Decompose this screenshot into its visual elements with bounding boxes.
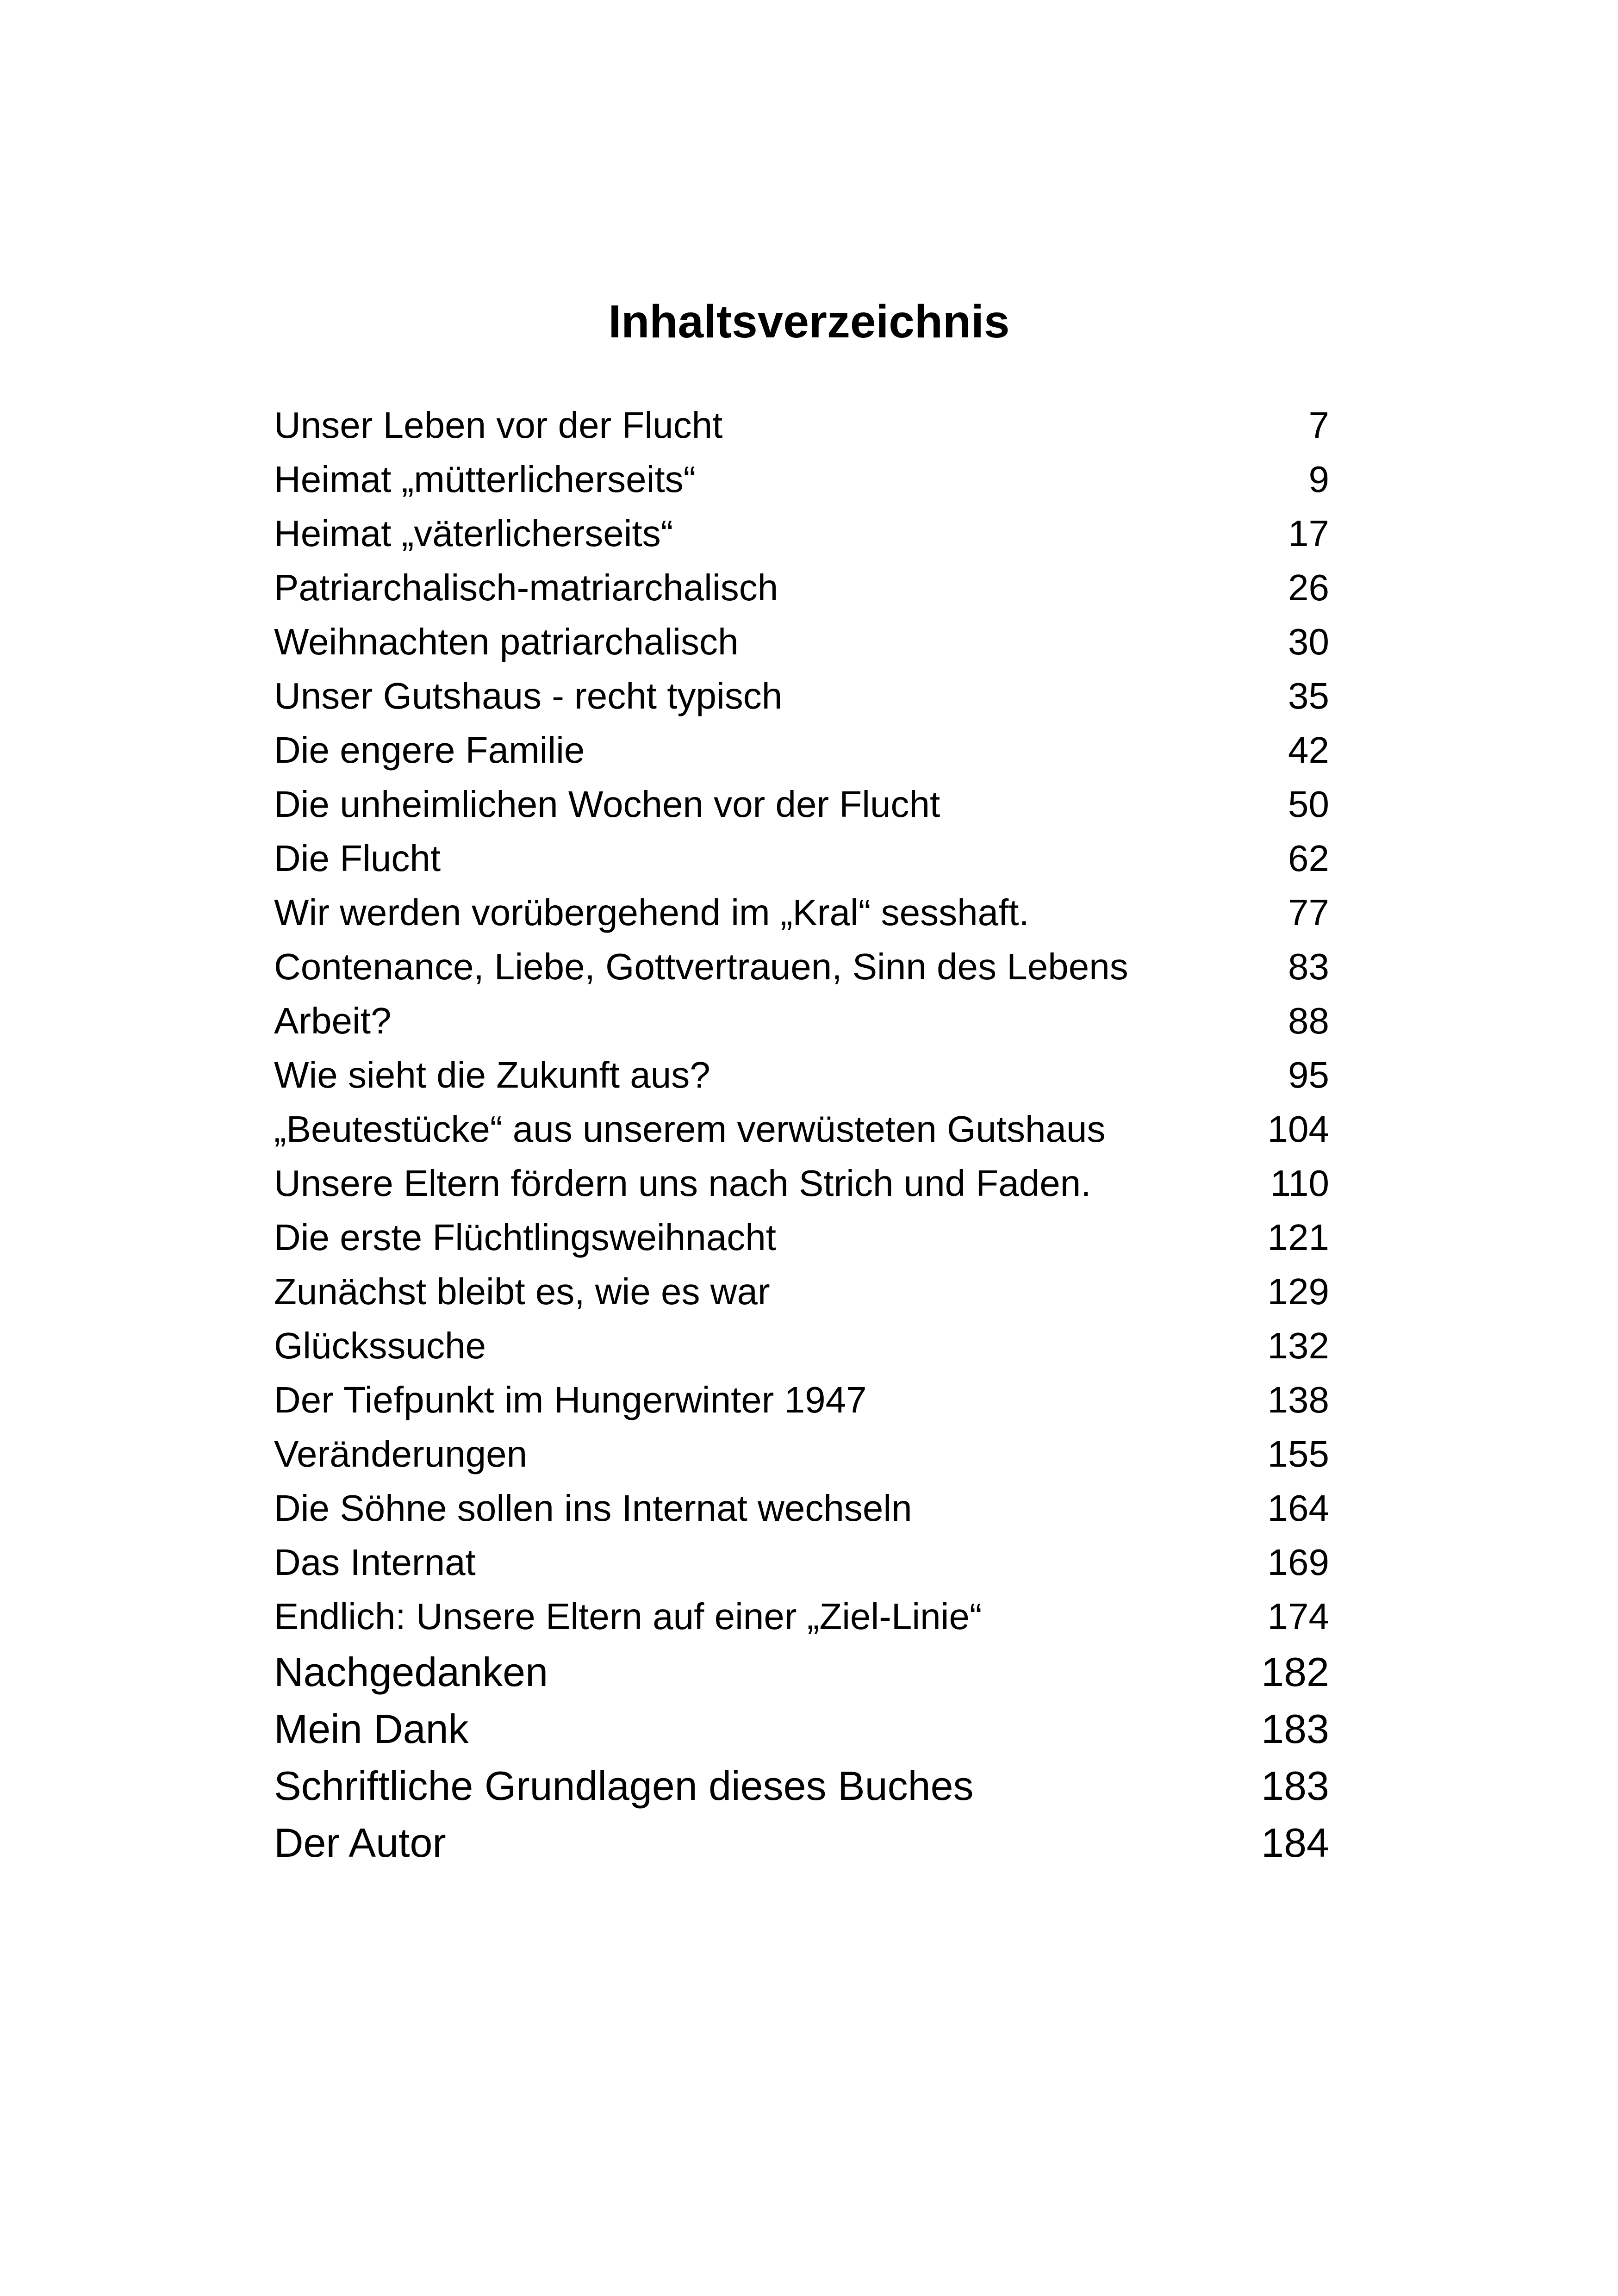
toc-entry-title: Arbeit? xyxy=(274,1000,392,1041)
toc-entry-page: 129 xyxy=(1267,1271,1329,1312)
toc-entry xyxy=(274,1427,1329,1481)
toc-entry xyxy=(274,1700,1329,1757)
toc-entry xyxy=(274,994,1329,1048)
toc-entry-title: Glückssuche xyxy=(274,1325,486,1366)
toc-entry-page: 184 xyxy=(1261,1820,1329,1866)
toc-entry-title: Veränderungen xyxy=(274,1433,528,1475)
toc-entry-page: 17 xyxy=(1288,513,1329,554)
toc-entry-title: Heimat „mütterlicherseits“ xyxy=(274,459,696,500)
toc-entry-title: Weihnachten patriarchalisch xyxy=(274,621,739,662)
toc-entry xyxy=(274,615,1329,669)
table-of-contents xyxy=(274,398,1329,1871)
toc-entry-page: 88 xyxy=(1288,1000,1329,1041)
toc-entry-page: 30 xyxy=(1288,621,1329,662)
toc-entry-title: Die unheimlichen Wochen vor der Flucht xyxy=(274,784,940,825)
toc-entry-title: Patriarchalisch-matriarchalisch xyxy=(274,567,778,608)
toc-entry-title: Die Flucht xyxy=(274,838,441,879)
toc-entry xyxy=(274,1156,1329,1210)
toc-entry-title: Der Autor xyxy=(274,1820,446,1866)
toc-entry xyxy=(274,831,1329,885)
toc-entry-title: „Beutestücke“ aus unserem verwüsteten Gutshaus xyxy=(274,1108,1106,1150)
toc-entry xyxy=(274,777,1329,831)
toc-entry-page: 182 xyxy=(1261,1649,1329,1695)
toc-entry-page: 138 xyxy=(1267,1379,1329,1420)
toc-entry-title: Unser Gutshaus - recht typisch xyxy=(274,675,783,716)
page-title: Inhaltsverzeichnis xyxy=(608,296,1010,348)
toc-entry xyxy=(274,1048,1329,1102)
toc-entry-title: Endlich: Unsere Eltern auf einer „Ziel-Linie“ xyxy=(274,1596,982,1637)
toc-entry xyxy=(274,1643,1329,1700)
toc-entry-title: Zunächst bleibt es, wie es war xyxy=(274,1271,770,1312)
toc-entry-title: Mein Dank xyxy=(274,1706,469,1752)
toc-entry-page: 95 xyxy=(1288,1054,1329,1095)
toc-entry-page: 7 xyxy=(1308,404,1329,446)
toc-entry-page: 50 xyxy=(1288,784,1329,825)
toc-entry xyxy=(274,885,1329,940)
toc-entry xyxy=(274,1757,1329,1814)
toc-entry-title: Unsere Eltern fördern uns nach Strich und Faden. xyxy=(274,1163,1091,1204)
toc-entry-title: Wir werden vorübergehend im „Kral“ sesshaft. xyxy=(274,892,1029,933)
toc-entry-title: Die Söhne sollen ins Internat wechseln xyxy=(274,1487,912,1529)
toc-entry xyxy=(274,1264,1329,1319)
toc-entry-page: 42 xyxy=(1288,729,1329,771)
toc-entry-page: 155 xyxy=(1267,1433,1329,1475)
toc-entry xyxy=(274,723,1329,777)
toc-entry xyxy=(274,1373,1329,1427)
toc-entry xyxy=(274,669,1329,723)
toc-entry-page: 77 xyxy=(1288,892,1329,933)
toc-entry xyxy=(274,506,1329,560)
toc-entry-page: 9 xyxy=(1308,459,1329,500)
toc-entry xyxy=(274,1210,1329,1264)
toc-entry-title: Contenance, Liebe, Gottvertrauen, Sinn des Lebens xyxy=(274,946,1128,987)
toc-entry-page: 83 xyxy=(1288,946,1329,987)
toc-entry-title: Wie sieht die Zukunft aus? xyxy=(274,1054,710,1095)
toc-entry-title: Das Internat xyxy=(274,1542,476,1583)
toc-entry xyxy=(274,560,1329,615)
toc-entry-page: 26 xyxy=(1288,567,1329,608)
toc-entry xyxy=(274,1589,1329,1643)
toc-entry xyxy=(274,1535,1329,1589)
toc-entry-page: 104 xyxy=(1267,1108,1329,1150)
toc-entry xyxy=(274,398,1329,452)
toc-entry-title: Der Tiefpunkt im Hungerwinter 1947 xyxy=(274,1379,867,1420)
toc-entry-title: Unser Leben vor der Flucht xyxy=(274,404,723,446)
toc-entry-page: 62 xyxy=(1288,838,1329,879)
toc-entry xyxy=(274,1481,1329,1535)
toc-entry-page: 35 xyxy=(1288,675,1329,716)
toc-entry-page: 132 xyxy=(1267,1325,1329,1366)
toc-entry-title: Schriftliche Grundlagen dieses Buches xyxy=(274,1763,974,1809)
toc-entry-page: 121 xyxy=(1267,1217,1329,1258)
toc-entry xyxy=(274,940,1329,994)
toc-entry-title: Die engere Familie xyxy=(274,729,585,771)
toc-entry-title: Nachgedanken xyxy=(274,1649,548,1695)
toc-entry xyxy=(274,1319,1329,1373)
toc-entry-page: 174 xyxy=(1267,1596,1329,1637)
toc-entry-page: 183 xyxy=(1261,1706,1329,1752)
toc-entry xyxy=(274,452,1329,506)
toc-entry xyxy=(274,1102,1329,1156)
toc-entry-title: Heimat „väterlicherseits“ xyxy=(274,513,673,554)
toc-entry-page: 183 xyxy=(1261,1763,1329,1809)
toc-entry-page: 164 xyxy=(1267,1487,1329,1529)
toc-entry-title: Die erste Flüchtlingsweihnacht xyxy=(274,1217,776,1258)
toc-entry xyxy=(274,1814,1329,1871)
toc-entry-page: 169 xyxy=(1267,1542,1329,1583)
toc-entry-page: 110 xyxy=(1270,1163,1329,1204)
